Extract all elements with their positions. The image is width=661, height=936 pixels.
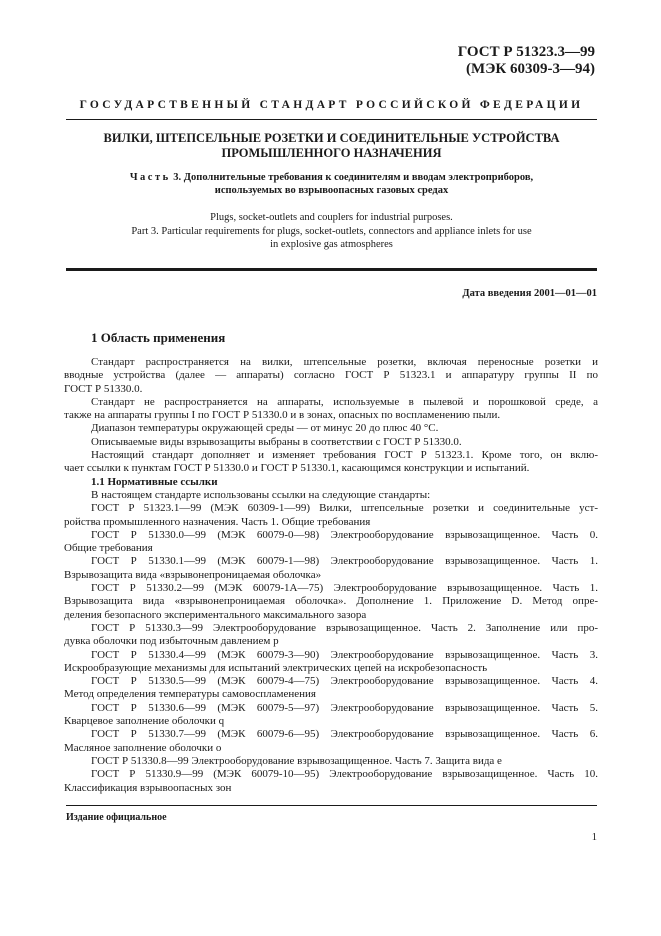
text-line: ГОСТ Р 51330.5—99 (МЭК 60079-4—75) Электрооборудование взрывозащищенное. Часть 4. [91,675,598,688]
english-title-line1: Plugs, socket-outlets and couplers for industrial purposes. [210,212,453,223]
part-title-line2: используемых во взрывоопасных газовых средах [214,185,449,196]
text-line: Взрывозащита вида «взрывонепроницаемая оболочка». Дополнение 1. Приложение D. Метод опре- [64,595,598,608]
text-line: дувка оболочки под избыточным давлением p [64,635,279,648]
text-line: Стандарт распространяется на вилки, штепсельные розетки, включая переносные розетки и [91,356,598,368]
text-line: Стандарт не распространяется на аппараты, используемые в пылевой и порошковой среде, а [91,395,598,408]
text-line: В настоящем стандарте использованы ссылки на следующие стандарты: [91,488,431,501]
document-id [458,44,595,78]
text-line: Классификация взрывоопасных зон [64,781,232,794]
document-title-line2: ПРОМЫШЛЕННОГО НАЗНАЧЕНИЯ [221,146,442,160]
text-line: ГОСТ Р 51330.9—99 (МЭК 60079-10—95) Электрооборудование взрывозащищенное. Часть 10. [91,768,598,781]
section-heading: 1 Область применения [91,330,226,345]
text-line: ГОСТ Р 51330.1—99 (МЭК 60079-1—98) Электрооборудование взрывозащищенное. Часть 1. [91,555,598,568]
subsection-heading: 1.1 Нормативные ссылки [91,475,218,488]
document-title [66,131,597,161]
text-line: ГОСТ Р 51330.3—99 Электрооборудование взрывозащищенное. Часть 2. Заполнение или про- [91,621,598,634]
text-line: деления безопасного экспериментального максимального зазора [64,608,367,621]
part-title [66,171,597,197]
section-1-1-text [64,488,598,795]
text-line: Диапазон температуры окружающей среды — от минус 20 до плюс 40 °С. [91,422,439,435]
document-id-iec: (МЭК 60309-3—94) [466,61,595,77]
footer-divider [66,805,597,806]
part-title-text: 3. Дополнительные требования к соединителям и вводам электроприборов, [173,172,534,183]
text-line: ГОСТ Р 51323.1—99 (МЭК 60309-1—99) Вилки, штепсельные розетки и соединительные уст- [91,502,598,515]
text-line: Искрообразующие механизмы для испытаний электрических цепей на искробезопасность [64,661,488,674]
text-line: Взрывозащита вида «взрывонепроницаемая оболочка» [64,568,322,581]
text-line: ГОСТ Р 51330.8—99 Электрооборудование взрывозащищенное. Часть 7. Защита вида e [91,754,502,767]
part-title-line1 [66,171,597,184]
text-line: Настоящий стандарт дополняет и изменяет требования ГОСТ Р 51323.1. Кроме того, он вклю- [91,449,598,462]
text-line: ройства промышленного назначения. Часть 1. Общие требования [64,515,371,528]
text-line: ГОСТ Р 51330.0. [64,382,143,395]
text-line: чает ссылки к пунктам ГОСТ Р 51330.0 и ГОСТ Р 51330.1, касающимся конструкции и испытаний. [64,462,530,475]
english-title-line2: Part 3. Particular requirements for plugs, socket-outlets, connectors and appliance inlets for use [131,225,532,237]
document-title-line1: ВИЛКИ, ШТЕПСЕЛЬНЫЕ РОЗЕТКИ И СОЕДИНИТЕЛЬНЫЕ УСТРОЙСТВА [103,131,560,145]
text-line: ГОСТ Р 51330.0—99 (МЭК 60079-0—98) Электрооборудование взрывозащищенное. Часть 0. [91,528,598,541]
header-divider [66,119,597,120]
introduction-date: Дата введения 2001—01—01 [462,288,597,299]
official-edition: Издание официальное [66,812,167,823]
english-title-line3: in explosive gas atmospheres [270,239,393,250]
text-line: Общие требования [64,542,153,555]
text-line: ГОСТ Р 51330.4—99 (МЭК 60079-3—90) Электрооборудование взрывозащищенное. Часть 3. [91,648,598,661]
text-line: ГОСТ Р 51330.2—99 (МЭК 60079-1А—75) Электрооборудование взрывозащищенное. Часть 1. [91,582,598,595]
text-line: ГОСТ Р 51330.6—99 (МЭК 60079-5—97) Электрооборудование взрывозащищенное. Часть 5. [91,701,598,714]
text-line: Масляное заполнение оболочки o [64,741,222,754]
text-line: Метод определения температуры самовоспламенения [64,688,316,701]
text-line: Описываемые виды взрывозащиты выбраны в соответствии с ГОСТ Р 51330.0. [91,435,462,448]
title-divider [66,268,597,271]
page-number: 1 [591,832,597,843]
state-standard-title: ГОСУДАРСТВЕННЫЙ СТАНДАРТ РОССИЙСКОЙ ФЕДЕРАЦИИ [79,99,584,111]
document-id-gost: ГОСТ Р 51323.3—99 [457,44,595,60]
english-title [66,211,597,252]
text-line: также на аппараты группы I по ГОСТ Р 51330.0 и в зонах, опасных по воспламенению пыли. [64,409,501,422]
part-label: Часть [129,172,171,183]
section-1-text [64,356,598,476]
text-line: ГОСТ Р 51330.7—99 (МЭК 60079-6—95) Электрооборудование взрывозащищенное. Часть 6. [91,728,598,741]
text-line: вводные устройства (далее — аппараты) согласно ГОСТ Р 51323.1 и аппаратуру группы II по [64,369,598,382]
body-text [64,356,598,795]
text-line: Кварцевое заполнение оболочки q [64,715,225,728]
